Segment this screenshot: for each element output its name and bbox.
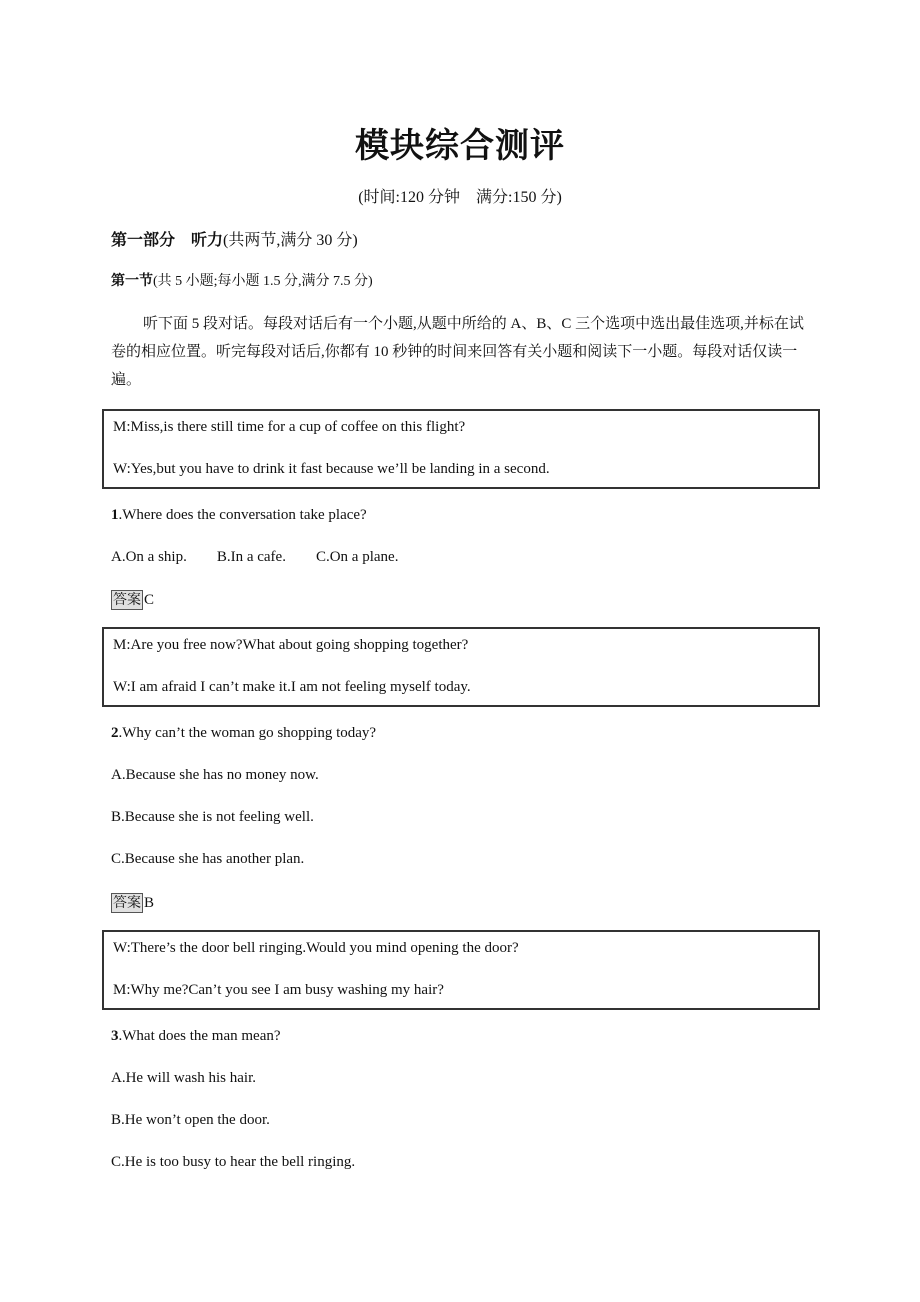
question-text: .What does the man mean? (118, 1028, 281, 1044)
option-c: C.On a plane. (315, 549, 399, 565)
section-label: 第一节 (111, 273, 153, 289)
part-label: 第一部分 听力 (111, 230, 224, 249)
dialog-line: W:I am afraid I can’t make it.I am not feeling myself today. (113, 679, 471, 695)
question-1-options (111, 549, 398, 566)
part-heading (111, 227, 358, 250)
question-text: .Where does the conversation take place? (118, 507, 367, 523)
part-detail: (共两节,满分 30 分) (223, 232, 358, 249)
answer-1 (111, 590, 154, 610)
option-b: B.Because she is not feeling well. (111, 809, 314, 825)
option-b: B.In a cafe. (216, 549, 286, 565)
answer-2 (111, 893, 154, 913)
page-title: 模块综合测评 (355, 126, 565, 166)
answer-value: B (144, 894, 155, 911)
answer-tag: 答案 (113, 895, 141, 911)
answer-value: C (144, 591, 155, 608)
dialog-box-1 (102, 409, 820, 489)
question-number: 1 (111, 507, 119, 523)
section-detail: (共 5 小题;每小题 1.5 分,满分 7.5 分) (153, 274, 373, 289)
dialog-box-3 (102, 930, 820, 1010)
question-3 (111, 1028, 281, 1045)
question-number: 2 (111, 725, 119, 741)
question-text: .Why can’t the woman go shopping today? (118, 725, 377, 741)
dialog-line: W:There’s the door bell ringing.Would you mind opening the door? (113, 940, 519, 956)
dialog-line: W:Yes,but you have to drink it fast because we’ll be landing in a second. (113, 461, 550, 477)
dialog-line: M:Why me?Can’t you see I am busy washing my hair? (113, 982, 444, 998)
option-a: A.On a ship. (111, 549, 187, 565)
option-c: C.He is too busy to hear the bell ringing. (111, 1154, 356, 1170)
instructions: 听下面 5 段对话。每段对话后有一个小题,从题中所给的 A、B、C 三个选项中选出最佳选项,并标在试卷的相应位置。听完每段对话后,你都有 10 秒钟的时间来回答有关小题和阅读下一小题。每段对话仅读一遍。 (111, 316, 804, 388)
dialog-box-2 (102, 627, 820, 707)
answer-tag: 答案 (113, 592, 141, 608)
section-heading (111, 270, 373, 290)
option-b: B.He won’t open the door. (111, 1112, 270, 1128)
dialog-line: M:Miss,is there still time for a cup of coffee on this flight? (113, 419, 466, 435)
question-2 (111, 725, 376, 742)
question-number: 3 (111, 1028, 119, 1044)
exam-info: (时间:120 分钟 满分:150 分) (358, 189, 562, 206)
question-1 (111, 507, 367, 524)
option-a: A.He will wash his hair. (111, 1070, 256, 1086)
option-a: A.Because she has no money now. (111, 767, 319, 783)
option-c: C.Because she has another plan. (111, 851, 305, 867)
dialog-line: M:Are you free now?What about going shopping together? (113, 637, 469, 653)
